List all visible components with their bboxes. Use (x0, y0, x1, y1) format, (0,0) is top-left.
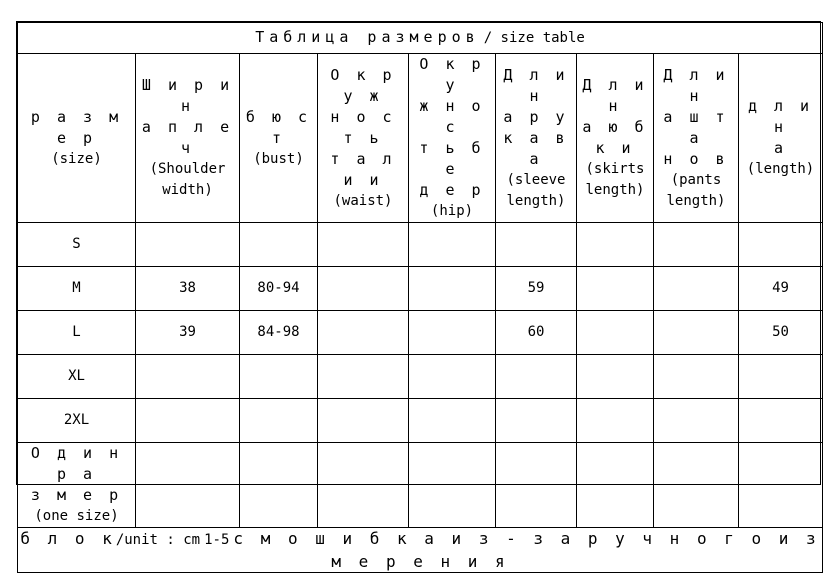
one-size-ru-line: О д и н р а (30, 444, 123, 483)
header-en-line: (length) (746, 161, 815, 177)
table-cell (496, 443, 577, 528)
header-ru-line: Д л и н (503, 65, 569, 105)
header-en-line: (waist) (333, 192, 393, 209)
header-ru-line: Ш и р и н (141, 76, 234, 115)
table-cell (409, 223, 496, 267)
header-en-line: length) (506, 192, 566, 209)
one-size-ru-line: з м е р (30, 486, 123, 504)
one-size-en: (one size) (34, 508, 119, 524)
header-ru-line: д е р (419, 181, 485, 199)
table-cell (318, 311, 409, 355)
cell-value: 59 (527, 280, 545, 296)
table-cell (409, 267, 496, 311)
table-cell (739, 267, 823, 311)
header-ru-line: н о в (663, 149, 729, 168)
table-cell (136, 399, 240, 443)
size-table (17, 22, 823, 573)
table-cell (496, 355, 577, 399)
table-cell (654, 223, 739, 267)
table-cell (136, 443, 240, 528)
header-ru-line: д л и н (747, 97, 814, 136)
column-header (18, 54, 136, 223)
header-ru-line: а (774, 139, 788, 157)
size-label: M (72, 280, 81, 296)
header-ru-line: а р у (503, 107, 569, 126)
table-cell (654, 311, 739, 355)
header-ru-line: т ь б е (419, 139, 485, 178)
table-row (18, 267, 823, 311)
cell-value: 39 (179, 324, 196, 340)
column-header (496, 54, 577, 223)
header-ru-line: к и (595, 139, 635, 157)
size-label: 2XL (63, 412, 90, 428)
table-cell (136, 311, 240, 355)
table-title (18, 23, 823, 54)
header-ru-line: р а з м е р (30, 107, 123, 147)
table-cell (409, 399, 496, 443)
table-row (18, 223, 823, 267)
footer-ru-suffix: с м о ш и б к а и з - з а р у ч н о г о и з м е р е н и я (233, 529, 820, 571)
table-cell (577, 223, 654, 267)
size-table-container (16, 21, 821, 571)
table-cell (577, 355, 654, 399)
footer-note (18, 528, 823, 573)
table-cell (409, 355, 496, 399)
table-cell (136, 355, 240, 399)
header-row (18, 54, 823, 223)
table-cell (318, 355, 409, 399)
cell-value: 49 (772, 280, 789, 296)
header-en-line: width) (162, 182, 213, 198)
table-cell (739, 399, 823, 443)
column-header (318, 54, 409, 223)
column-header (409, 54, 496, 223)
table-cell (739, 355, 823, 399)
title-row (18, 23, 823, 54)
header-en-line: (pants (670, 171, 722, 188)
cell-value: 60 (527, 324, 545, 340)
header-ru-line: а п л е ч (141, 118, 234, 157)
cell-value: 50 (772, 324, 789, 340)
header-ru-line: к а в а (503, 128, 569, 168)
table-cell (577, 443, 654, 528)
size-label: XL (68, 368, 85, 384)
header-ru-line: н о с т ь (330, 107, 396, 147)
table-cell (240, 399, 318, 443)
column-header (654, 54, 739, 223)
header-en-line: (Shoulder (149, 161, 226, 177)
table-cell (240, 311, 318, 355)
table-row (18, 355, 823, 399)
size-cell (18, 311, 136, 355)
header-ru-line: О к р у ж (330, 65, 396, 105)
table-cell (318, 399, 409, 443)
size-cell (18, 355, 136, 399)
header-ru-line: т а л и и (330, 149, 396, 189)
one-size-label-cell (18, 443, 136, 528)
column-header (577, 54, 654, 223)
table-cell (654, 399, 739, 443)
table-cell (136, 267, 240, 311)
table-row (18, 311, 823, 355)
table-row (18, 399, 823, 443)
cell-value: 38 (179, 280, 196, 296)
table-cell (739, 443, 823, 528)
size-cell (18, 267, 136, 311)
header-ru-line: Д л и н (582, 76, 648, 115)
table-cell (577, 267, 654, 311)
header-en-line: (sleeve (506, 171, 566, 188)
header-en-line: (hip) (430, 203, 474, 219)
size-cell (18, 399, 136, 443)
footer-range: 1-5 (204, 532, 230, 548)
table-cell (739, 311, 823, 355)
title-ru: Таблица размеров (255, 28, 480, 46)
size-cell (18, 223, 136, 267)
header-ru-line: Д л и н (663, 65, 729, 105)
table-cell (136, 223, 240, 267)
table-cell (577, 311, 654, 355)
one-size-row (18, 443, 823, 528)
footer-unit: /unit : cm (115, 532, 201, 548)
cell-value: 80-94 (257, 280, 300, 296)
table-cell (496, 267, 577, 311)
column-header (136, 54, 240, 223)
column-header (739, 54, 823, 223)
table-cell (739, 223, 823, 267)
table-cell (577, 399, 654, 443)
header-en-line: (skirts (585, 161, 645, 177)
size-label: L (72, 324, 81, 340)
header-en-line: (size) (51, 150, 102, 167)
header-ru-line: а ю б (582, 118, 648, 136)
header-en-line: length) (585, 182, 645, 198)
header-en-line: length) (666, 192, 726, 209)
table-cell (240, 267, 318, 311)
header-ru-line: а ш т а (663, 107, 729, 147)
title-en: / size table (483, 30, 585, 46)
header-ru-line: б ю с т (245, 107, 312, 147)
table-cell (496, 223, 577, 267)
table-cell (318, 267, 409, 311)
header-en-line: (bust) (253, 150, 304, 167)
table-cell (318, 443, 409, 528)
table-cell (318, 223, 409, 267)
table-cell (240, 355, 318, 399)
table-cell (409, 443, 496, 528)
size-label: S (72, 236, 81, 252)
table-cell (654, 267, 739, 311)
table-cell (240, 443, 318, 528)
header-ru-line: ж н о с (419, 97, 485, 136)
footer-ru-prefix: б л о к (20, 529, 116, 548)
cell-value: 84-98 (257, 324, 300, 340)
table-cell (654, 443, 739, 528)
header-ru-line: О к р у (419, 55, 485, 94)
table-cell (240, 223, 318, 267)
column-header (240, 54, 318, 223)
table-cell (496, 311, 577, 355)
table-cell (496, 399, 577, 443)
table-cell (409, 311, 496, 355)
table-cell (654, 355, 739, 399)
footer-row (18, 528, 823, 573)
